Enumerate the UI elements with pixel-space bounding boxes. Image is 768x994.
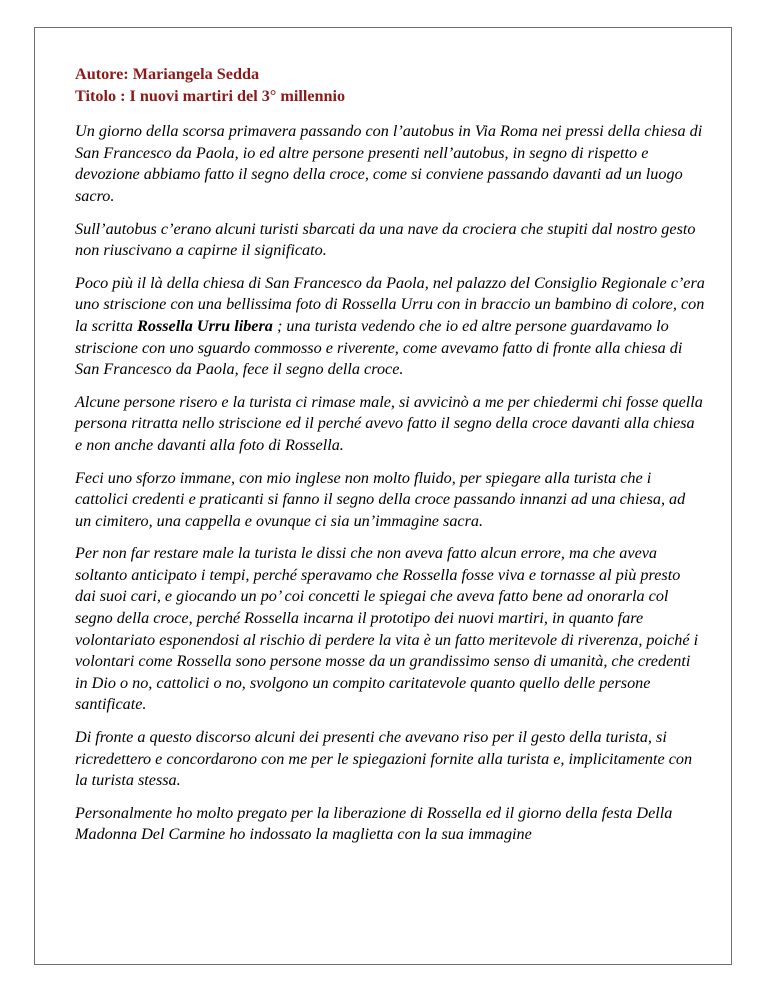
paragraph-5: Feci uno sforzo immane, con mio inglese non molto fluido, per spiegare alla turista che i cattolici credenti e praticanti si fanno il segno della croce passando innanzi ad una chiesa, ad un cimitero, una cappella e ovunque ci sia un’immagine sacra. (75, 468, 686, 530)
paragraph-3-emphasis: Rossella Urru libera (137, 316, 273, 335)
paragraph-3-text-b: ; una turista vedendo che io ed altre persone guardavamo lo striscione con uno sguardo commosso e riverente, come avevamo fatto di fronte alla chiesa di San Francesco da Paola, fece il segno della croce. (75, 316, 683, 379)
title-line: Titolo : I nuovi martiri del 3° millennio (75, 86, 346, 105)
author-line: Autore: Mariangela Sedda (75, 65, 260, 83)
paragraph-7: Di fronte a questo discorso alcuni dei presenti che avevano riso per il gesto della turista, si ricredettero e concordarono con me per le spiegazioni fornite alla turista e, implicitamente con la turista stessa. (75, 728, 693, 790)
paragraph-6: Per non far restare male la turista le dissi che non aveva fatto alcun errore, ma che aveva soltanto anticipato i tempi, perché speravamo che Rossella fosse viva e tornasse al più presto dai suoi cari, e giocando un po’ coi concetti le spiegai che aveva fatto bene ad onorarla col segno della croce, perché Rossella incarna il prototipo dei nuovi martiri, in quanto fare volontariato esponendosi al rischio di perdere la vita è un fatto meritevole di riverenza, poiché i volontari come Rossella sono persone mosse da un grandissimo senso di umanità, che credenti in Dio o no, cattolici o no, svolgono un compito caritatevole quanto quello delle persone santificate. (75, 544, 699, 714)
paragraph-3-text-a: Poco più il là della chiesa di San Francesco da Paola, nel palazzo del Consiglio Regionale c’era uno striscione con una bellissima foto di Rossella Urru con in braccio un bambino di colore, con la scritta (75, 273, 705, 335)
paragraph-2: Sull’autobus c’erano alcuni turisti sbarcati da una nave da crociera che stupiti dal nostro gesto non riuscivano a capirne il significato. (75, 219, 696, 260)
document-body (75, 64, 705, 857)
paragraph-1: Un giorno della scorsa primavera passando con l’autobus in Via Roma nei pressi della chiesa di San Francesco da Paola, io ed altre persone presenti nell’autobus, in segno di rispetto e devozione abbiamo fatto il segno della croce, come si conviene passando davanti ad un luogo sacro. (75, 122, 703, 205)
document-header (75, 64, 705, 107)
paragraph-8: Personalmente ho molto pregato per la liberazione di Rossella ed il giorno della festa Della Madonna Del Carmine ho indossato la maglietta con la sua immagine (75, 803, 673, 844)
paragraph-3 (75, 273, 705, 381)
paragraph-4: Alcune persone risero e la turista ci rimase male, si avvicinò a me per chiedermi chi fosse quella persona ritratta nello striscione ed il perché avevo fatto il segno della croce davanti alla chiesa e non anche davanti alla foto di Rossella. (75, 392, 703, 454)
